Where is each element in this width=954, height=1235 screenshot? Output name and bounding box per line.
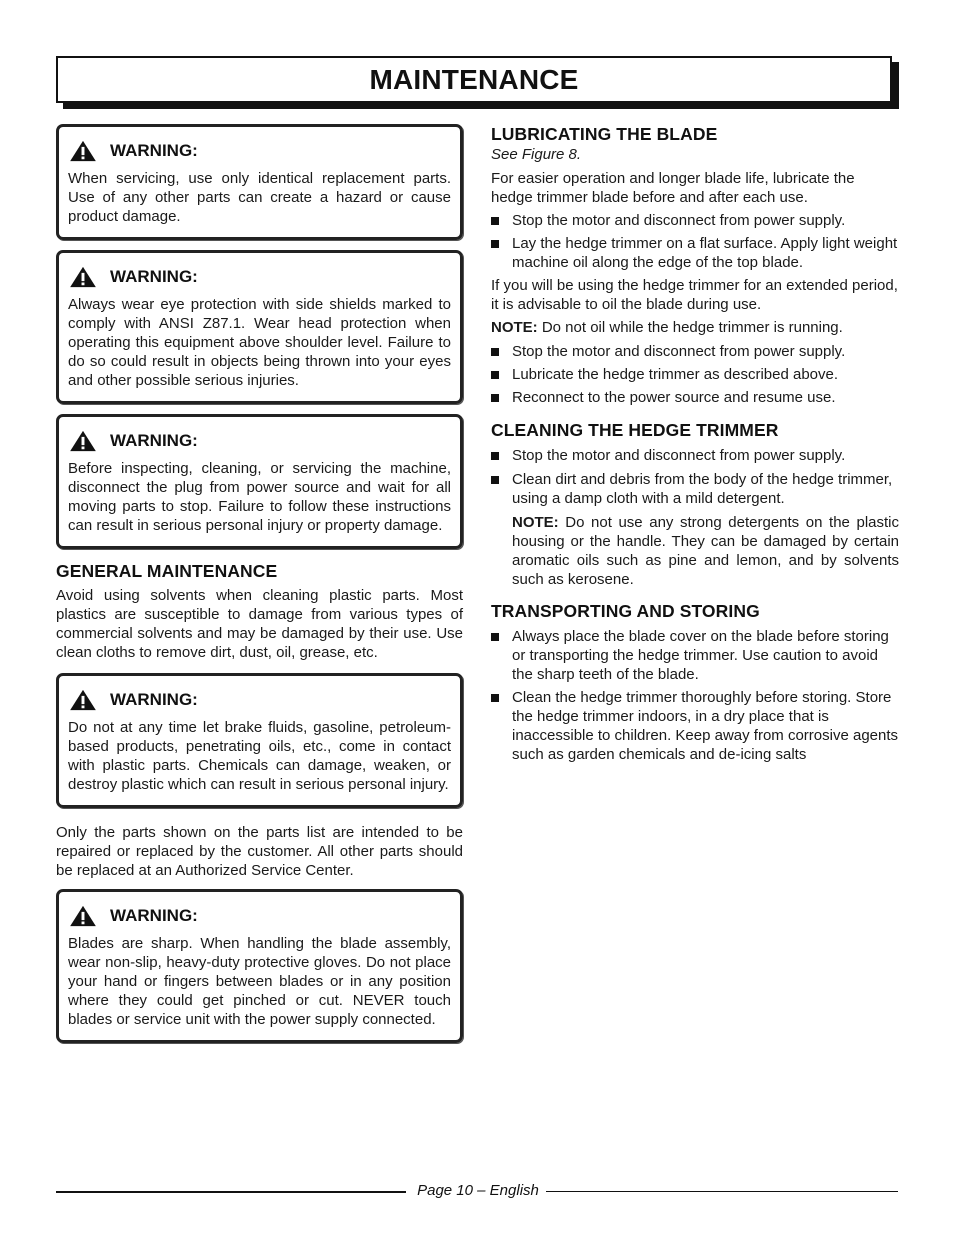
warning-header bbox=[68, 689, 451, 711]
list-item-text: Stop the motor and disconnect from power supply. bbox=[512, 212, 846, 229]
cleaning-note bbox=[512, 513, 899, 589]
parts-replacement-text: Only the parts shown on the parts list are intended to be repaired or replaced by the customer. All other parts should be replaced at an Authorized Service Center. bbox=[56, 824, 463, 879]
warning-header bbox=[68, 430, 451, 452]
warning-box bbox=[56, 673, 463, 808]
warning-box bbox=[56, 250, 463, 404]
warning-header bbox=[68, 266, 451, 288]
page-number: Page 10 – English bbox=[417, 1182, 539, 1199]
bullet-square-icon bbox=[491, 694, 499, 702]
list-item bbox=[491, 342, 899, 361]
bullet-square-icon bbox=[491, 394, 499, 402]
warning-box bbox=[56, 414, 463, 549]
warning-text: Always wear eye protection with side shields marked to comply with ANSI Z87.1. Wear head protection when operating this equipment above shoulder level. Failure to do so could result in objects being thrown into your eyes and other possible serious injuries. bbox=[68, 296, 451, 389]
list-item bbox=[491, 234, 899, 272]
list-item-text: Reconnect to the power source and resume use. bbox=[512, 389, 836, 406]
note-label: NOTE: bbox=[491, 319, 538, 336]
right-column bbox=[491, 124, 899, 764]
section-heading-lubricating: LUBRICATING THE BLADE bbox=[491, 124, 718, 144]
list-item bbox=[491, 688, 899, 764]
list-item bbox=[491, 446, 899, 465]
page-title-bar bbox=[56, 56, 892, 103]
bullet-square-icon bbox=[491, 476, 499, 484]
extended-use-text: If you will be using the hedge trimmer for an extended period, it is advisable to oil the blade during use. bbox=[491, 277, 898, 313]
warning-triangle-icon bbox=[68, 905, 98, 927]
list-item bbox=[491, 211, 899, 230]
warning-text: Before inspecting, cleaning, or servicing the machine, disconnect the plug from power source and wait for all moving parts to stop. Failure to follow these instructions can result in serious personal injury or property damage. bbox=[68, 460, 451, 534]
warning-title: WARNING: bbox=[110, 267, 198, 286]
lubricating-note bbox=[491, 318, 899, 337]
warning-text: Blades are sharp. When handling the blade assembly, wear non-slip, heavy-duty protective gloves. Do not place your hand or fingers between blades or in any position where they could get pinched or cut. NEVER touch blades or service unit with the power supply connected. bbox=[68, 935, 451, 1028]
left-column bbox=[56, 124, 463, 1053]
bullet-square-icon bbox=[491, 217, 499, 225]
list-item bbox=[491, 470, 899, 508]
list-item-text: Lay the hedge trimmer on a flat surface. Apply light weight machine oil along the edge of the top blade. bbox=[512, 235, 898, 271]
footer-rule-left bbox=[56, 1191, 406, 1193]
list-item-text: Lubricate the hedge trimmer as described above. bbox=[512, 366, 839, 383]
note-text: Do not oil while the hedge trimmer is running. bbox=[537, 319, 843, 336]
figure-reference: See Figure 8. bbox=[491, 146, 582, 163]
list-item-text: Clean dirt and debris from the body of the hedge trimmer, using a damp cloth with a mild detergent. bbox=[512, 471, 893, 507]
note-text: Do not use any strong detergents on the plastic housing or the handle. They can be damaged by certain aromatic oils such as pine and lemon, and by solvents such as kerosene. bbox=[512, 514, 899, 588]
warning-text: Do not at any time let brake fluids, gasoline, petroleum-based products, penetrating oils, etc., come in contact with plastic parts. Chemicals can damage, weaken, or destroy plastic which can result in serious personal injury. bbox=[68, 719, 451, 793]
bullet-square-icon bbox=[491, 240, 499, 248]
lubricating-intro: For easier operation and longer blade life, lubricate the hedge trimmer blade before and after each use. bbox=[491, 170, 855, 206]
warning-text: When servicing, use only identical replacement parts. Use of any other parts can create a hazard or cause product damage. bbox=[68, 170, 451, 225]
list-item-text: Stop the motor and disconnect from power supply. bbox=[512, 447, 846, 464]
section-heading-general-maintenance: GENERAL MAINTENANCE bbox=[56, 561, 278, 581]
bullet-square-icon bbox=[491, 452, 499, 460]
warning-header bbox=[68, 140, 451, 162]
list-item bbox=[491, 627, 899, 684]
warning-title: WARNING: bbox=[110, 431, 198, 450]
list-item bbox=[491, 388, 899, 407]
warning-header bbox=[68, 905, 451, 927]
warning-box bbox=[56, 889, 463, 1043]
page-footer bbox=[56, 1183, 898, 1199]
note-label: NOTE: bbox=[512, 514, 559, 531]
general-maintenance-text: Avoid using solvents when cleaning plastic parts. Most plastics are susceptible to damage from various types of commercial solvents and may be damaged by their use. Use clean cloths to remove dirt, dust, oil, grease, etc. bbox=[56, 587, 463, 661]
page-title: MAINTENANCE bbox=[369, 63, 579, 95]
warning-triangle-icon bbox=[68, 266, 98, 288]
bullet-square-icon bbox=[491, 371, 499, 379]
warning-triangle-icon bbox=[68, 430, 98, 452]
warning-triangle-icon bbox=[68, 689, 98, 711]
section-heading-transporting: TRANSPORTING AND STORING bbox=[491, 601, 760, 621]
warning-title: WARNING: bbox=[110, 906, 198, 925]
warning-box bbox=[56, 124, 463, 240]
bullet-square-icon bbox=[491, 633, 499, 641]
list-item-text: Stop the motor and disconnect from power supply. bbox=[512, 343, 846, 360]
warning-triangle-icon bbox=[68, 140, 98, 162]
bullet-square-icon bbox=[491, 348, 499, 356]
list-item-text: Clean the hedge trimmer thoroughly before storing. Store the hedge trimmer indoors, in a dry place that is inaccessible to children. Keep away from corrosive agents such as garden chemicals and de-icing salts bbox=[512, 689, 899, 763]
warning-title: WARNING: bbox=[110, 141, 198, 160]
list-item-text: Always place the blade cover on the blade before storing or transporting the hedge trimmer. Use caution to avoid the sharp teeth of the blade. bbox=[512, 628, 889, 683]
list-item bbox=[491, 365, 899, 384]
warning-title: WARNING: bbox=[110, 690, 198, 709]
footer-rule-right bbox=[546, 1191, 898, 1192]
section-heading-cleaning: CLEANING THE HEDGE TRIMMER bbox=[491, 420, 779, 440]
